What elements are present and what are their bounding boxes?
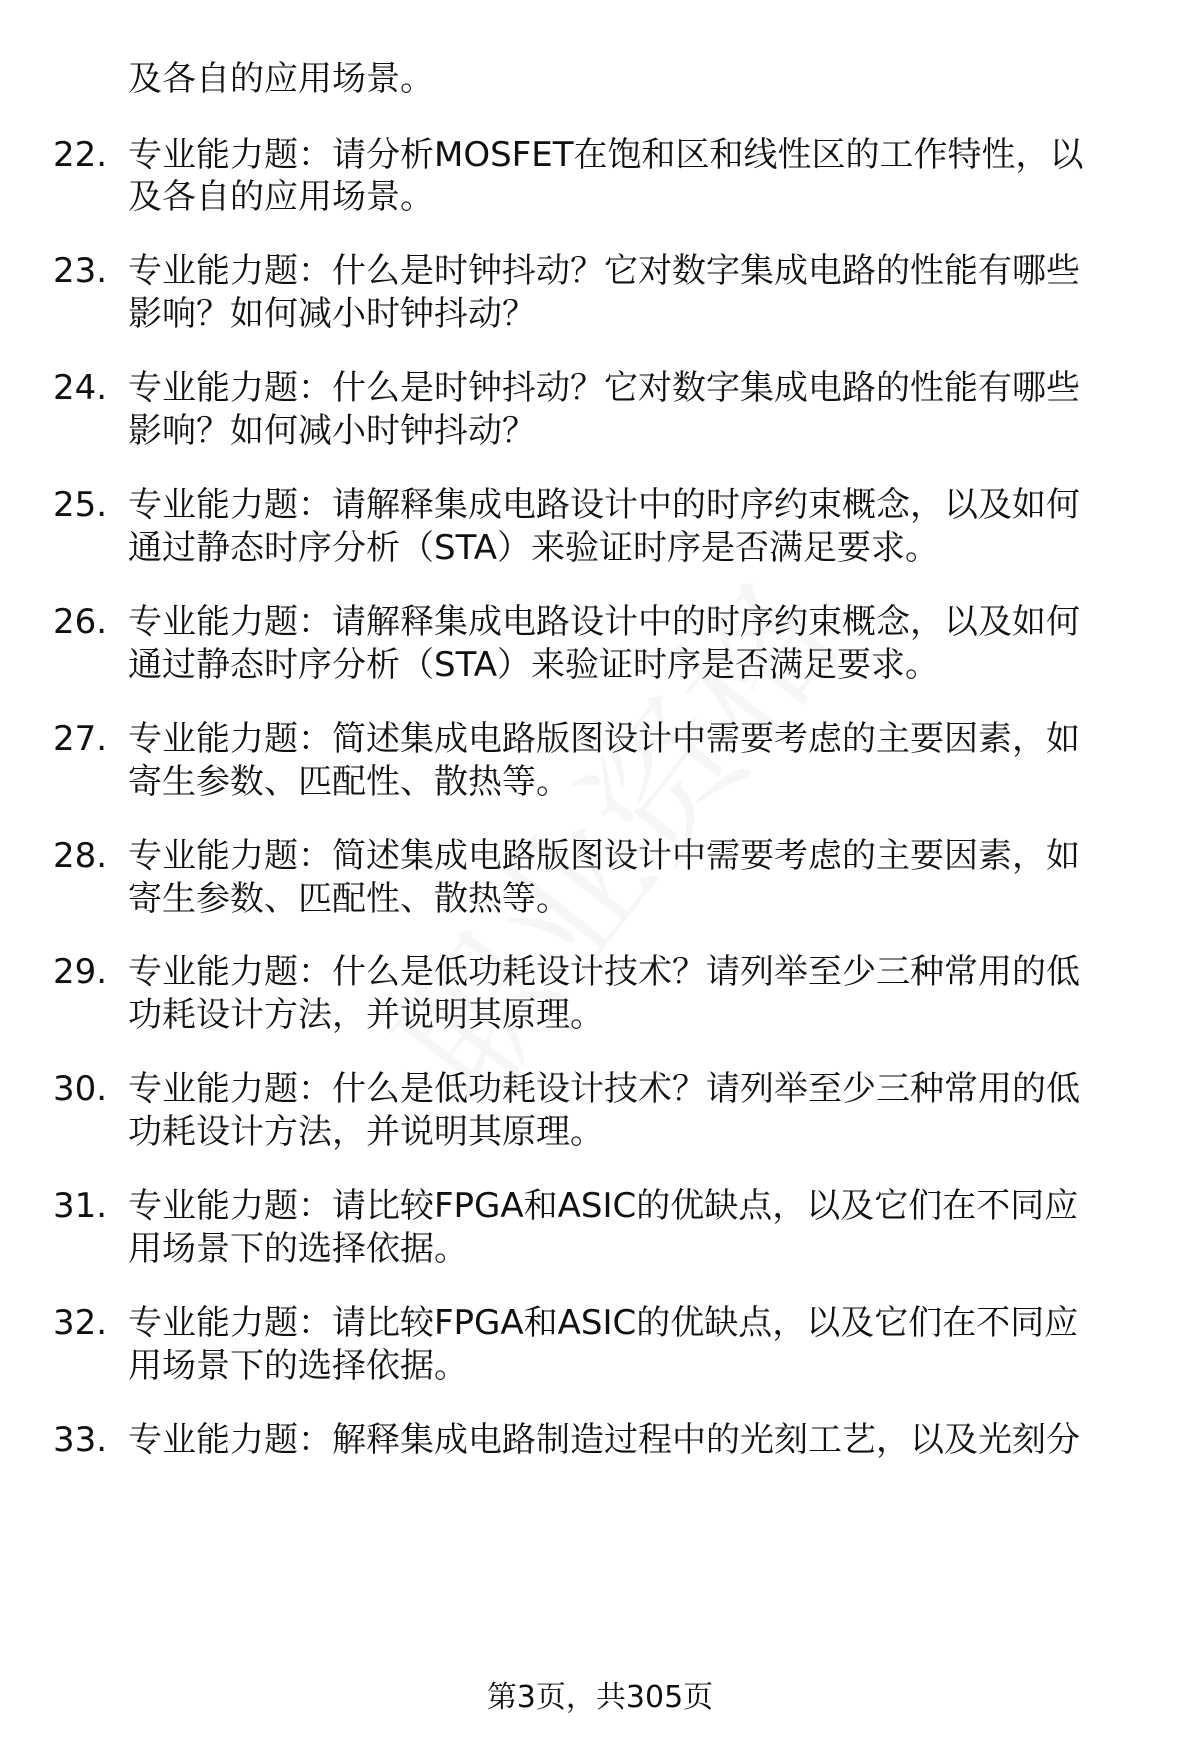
item-line: 专业能力题：解释集成电路制造过程中的光刻工艺，以及光刻分: [128, 1420, 1080, 1460]
item-line: 专业能力题：什么是时钟抖动？它对数字集成电路的性能有哪些: [128, 251, 1080, 291]
item-line: 专业能力题：请解释集成电路设计中的时序约束概念，以及如何: [128, 485, 1080, 525]
item-line: 专业能力题：什么是低功耗设计技术？请列举至少三种常用的低: [128, 1069, 1080, 1109]
item-line: 专业能力题：请解释集成电路设计中的时序约束概念，以及如何: [128, 602, 1080, 642]
item-line: 专业能力题：请比较FPGA和ASIC的优缺点，以及它们在不同应: [128, 1186, 1079, 1226]
item-number: 25.: [53, 485, 108, 525]
item-line: 专业能力题：什么是时钟抖动？它对数字集成电路的性能有哪些: [128, 368, 1080, 408]
item-number: 33.: [53, 1420, 108, 1460]
item-line: 功耗设计方法，并说明其原理。: [128, 1112, 604, 1152]
item-line: 寄生参数、匹配性、散热等。: [128, 762, 570, 802]
item-line: 影响？如何减小时钟抖动？: [128, 294, 536, 334]
item-number: 23.: [53, 251, 108, 291]
item-line: 专业能力题：简述集成电路版图设计中需要考虑的主要因素，如: [128, 836, 1080, 876]
item-number: 32.: [53, 1303, 108, 1343]
item-line: 通过静态时序分析（STA）来验证时序是否满足要求。: [128, 528, 939, 568]
item-line: 专业能力题：什么是低功耗设计技术？请列举至少三种常用的低: [128, 952, 1080, 992]
item-line: 专业能力题：简述集成电路版图设计中需要考虑的主要因素，如: [128, 719, 1080, 759]
item-line: 功耗设计方法，并说明其原理。: [128, 995, 604, 1035]
item-line: 用场景下的选择依据。: [128, 1229, 468, 1269]
item-number: 30.: [53, 1069, 108, 1109]
item-line: 寄生参数、匹配性、散热等。: [128, 879, 570, 919]
item-number: 29.: [53, 952, 108, 992]
item-line: 用场景下的选择依据。: [128, 1346, 468, 1386]
item-line: 影响？如何减小时钟抖动？: [128, 411, 536, 451]
item-line: 专业能力题：请比较FPGA和ASIC的优缺点，以及它们在不同应: [128, 1303, 1079, 1343]
item-number: 27.: [53, 719, 108, 759]
item-number: 28.: [53, 836, 108, 876]
item-number: 26.: [53, 602, 108, 642]
item-number: 24.: [53, 368, 108, 408]
item-line: 通过静态时序分析（STA）来验证时序是否满足要求。: [128, 645, 939, 685]
item-line: 及各自的应用场景。: [128, 177, 434, 217]
item-line: 专业能力题：请分析MOSFET在饱和区和线性区的工作特性，以: [128, 135, 1084, 175]
continuation-line: 及各自的应用场景。: [128, 59, 434, 99]
item-number: 22.: [53, 135, 108, 175]
item-number: 31.: [53, 1186, 108, 1226]
page-footer: 第3页，共305页: [486, 1680, 714, 1715]
